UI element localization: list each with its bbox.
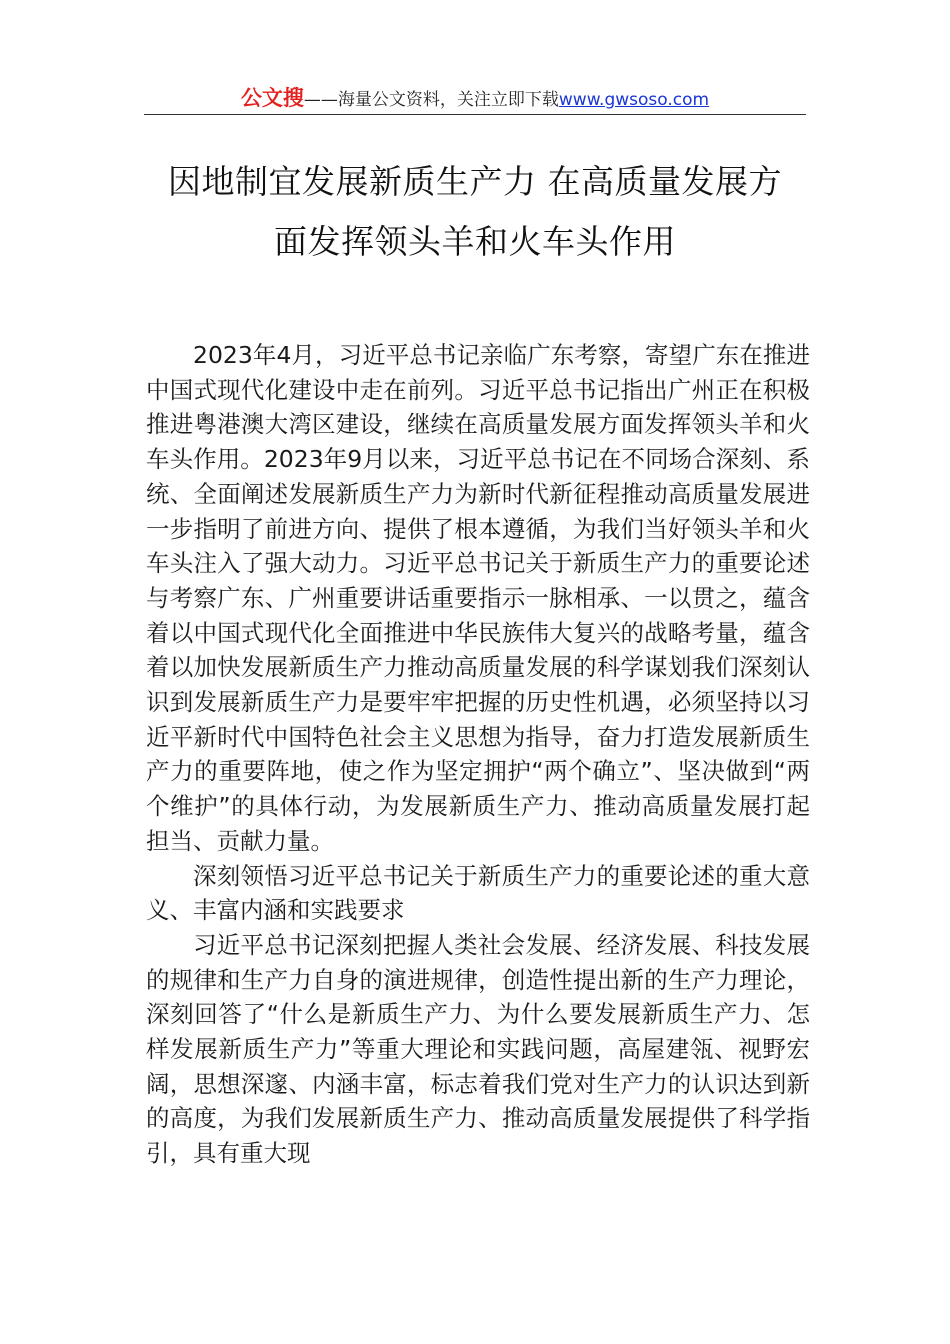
header-tagline: ——海量公文资料，关注立即下载 — [303, 90, 559, 110]
title-line-1: 因地制宜发展新质生产力 在高质量发展方 — [168, 162, 782, 201]
document-body — [146, 338, 810, 1171]
document-title — [130, 152, 820, 272]
brand-logo-text: 公文搜 — [240, 86, 304, 110]
section-heading: 深刻领悟习近平总书记关于新质生产力的重要论述的重大意义、丰富内涵和实践要求 — [146, 861, 810, 925]
header-divider — [144, 114, 806, 115]
site-header — [0, 80, 950, 116]
title-line-2: 面发挥领头羊和火车头作用 — [274, 222, 676, 261]
paragraph-2: 习近平总书记深刻把握人类社会发展、经济发展、科技发展的规律和生产力自身的演进规律，创造性提出新的生产力理论，深刻回答了“什么是新质生产力、为什么要发展新质生产力、怎样发展新质生产力”等重大理论和实践问题，高屋建瓴、视野宏阔，思想深邃、内涵丰富，标志着我们党对生产力的认识达到新的高度，为我们发展新质生产力、推动高质量发展提供了科学指引，具有重大现 — [146, 930, 810, 1168]
paragraph-1: 2023年4月，习近平总书记亲临广东考察，寄望广东在推进中国式现代化建设中走在前列。习近平总书记指出广州正在积极推进粤港澳大湾区建设，继续在高质量发展方面发挥领头羊和火车头作用。2023年9月以来，习近平总书记在不同场合深刻、系统、全面阐述发展新质生产力为新时代新征程推动高质量发展进一步指明了前进方向、提供了根本遵循，为我们当好领头羊和火车头注入了强大动力。习近平总书记关于新质生产力的重要论述与考察广东、广州重要讲话重要指示一脉相承、一以贯之，蕴含着以中国式现代化全面推进中华民族伟大复兴的战略考量，蕴含着以加快发展新质生产力推动高质量发展的科学谋划我们深刻认识到发展新质生产力是要牢牢把握的历史性机遇，必须坚持以习近平新时代中国特色社会主义思想为指导，奋力打造发展新质生产力的重要阵地，使之作为坚定拥护“两个确立”、坚决做到“两个维护”的具体行动，为发展新质生产力、推动高质量发展打起担当、贡献力量。 — [146, 341, 810, 855]
site-url-link[interactable]: www.gwsoso.com — [558, 90, 710, 110]
